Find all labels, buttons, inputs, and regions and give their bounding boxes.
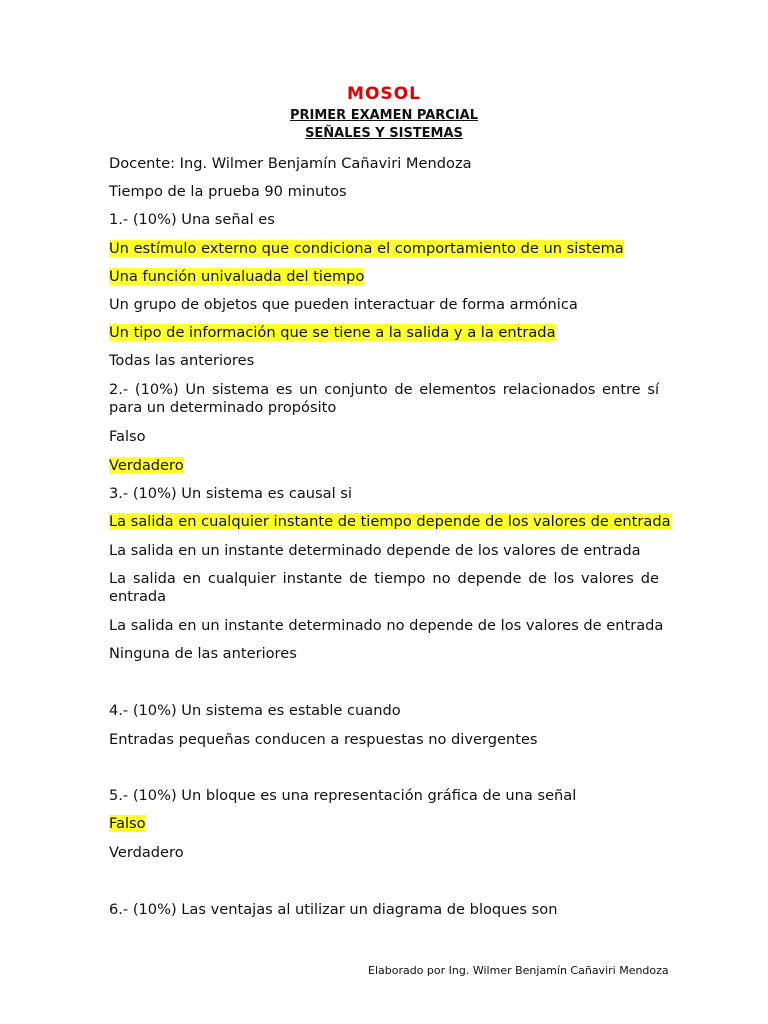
duration-line: Tiempo de la prueba 90 minutos xyxy=(109,183,347,200)
question-2-option-1: Falso xyxy=(109,428,146,445)
document-title: MOSOL xyxy=(347,84,421,104)
question-5-prompt: 5.- (10%) Un bloque es una representación gráfica de una señal xyxy=(109,787,577,804)
question-1-prompt: 1.- (10%) Una señal es xyxy=(109,211,275,228)
question-3-option-4: La salida en un instante determinado no depende de los valores de entrada xyxy=(109,617,664,634)
course-title: SEÑALES Y SISTEMAS xyxy=(305,126,463,141)
question-5-option-1: Falso xyxy=(109,815,146,832)
question-1-option-4: Un tipo de información que se tiene a la salida y a la entrada xyxy=(109,324,556,341)
question-4-option-1: Entradas pequeñas conducen a respuestas no divergentes xyxy=(109,731,538,748)
question-3-option-2: La salida en un instante determinado depende de los valores de entrada xyxy=(109,542,641,559)
question-3-option-1: La salida en cualquier instante de tiempo depende de los valores de entrada xyxy=(109,513,671,530)
question-6-prompt: 6.- (10%) Las ventajas al utilizar un diagrama de bloques son xyxy=(109,901,558,918)
question-4-prompt: 4.- (10%) Un sistema es estable cuando xyxy=(109,702,401,719)
question-1-option-5: Todas las anteriores xyxy=(109,352,255,369)
question-3-option-5: Ninguna de las anteriores xyxy=(109,645,297,662)
page-footer: Elaborado por Ing. Wilmer Benjamín Cañaviri Mendoza xyxy=(368,964,669,977)
question-1-option-2: Una función univaluada del tiempo xyxy=(109,268,365,285)
question-2-prompt: 2.- (10%) Un sistema es un conjunto de elementos relacionados entre sí para un determinado propósito xyxy=(109,381,659,416)
question-1-option-3: Un grupo de objetos que pueden interactuar de forma armónica xyxy=(109,296,578,313)
question-2-option-2: Verdadero xyxy=(109,457,184,474)
question-1-option-1: Un estímulo externo que condiciona el comportamiento de un sistema xyxy=(109,240,624,257)
question-3-prompt: 3.- (10%) Un sistema es causal si xyxy=(109,485,352,502)
teacher-line: Docente: Ing. Wilmer Benjamín Cañaviri Mendoza xyxy=(109,155,472,172)
question-5-option-2: Verdadero xyxy=(109,844,184,861)
question-3-option-3: La salida en cualquier instante de tiempo no depende de los valores de entrada xyxy=(109,570,659,605)
exam-title: PRIMER EXAMEN PARCIAL xyxy=(289,108,479,123)
